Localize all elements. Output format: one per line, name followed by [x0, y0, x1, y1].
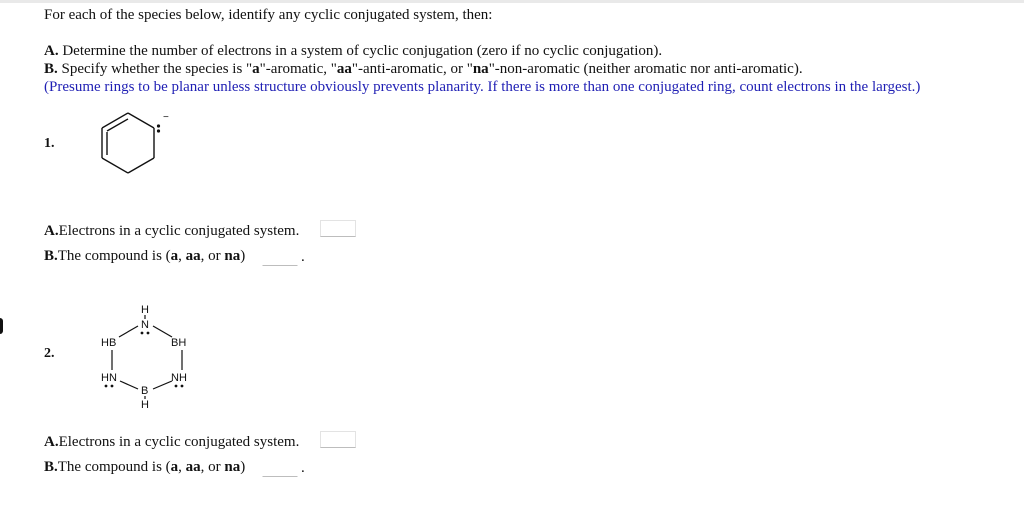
- instruction-b-mid2: "-anti-aromatic, or ": [351, 61, 473, 77]
- bond: [119, 326, 138, 337]
- question-2-period: .: [301, 460, 305, 476]
- question-1-electrons-input[interactable]: [320, 220, 356, 237]
- top-border: [0, 0, 1024, 3]
- part-b-label: B.: [44, 459, 58, 475]
- question-1-aromaticity-input[interactable]: [262, 249, 298, 266]
- lone-pair-dot: [105, 385, 108, 388]
- separator: , or: [200, 248, 225, 264]
- part-a-label: A.: [44, 223, 59, 239]
- question-1-part-a: [44, 222, 299, 240]
- question-2-electrons-input[interactable]: [320, 431, 356, 448]
- option-aa: aa: [185, 459, 201, 475]
- question-1-number: 1.: [44, 136, 55, 151]
- question-2-part-a: [44, 433, 299, 451]
- atom-bh-right: BH: [171, 337, 187, 349]
- option-na: na: [224, 459, 241, 475]
- bond: [102, 158, 128, 173]
- option-aa: aa: [336, 61, 352, 77]
- atom-hn-left: HN: [101, 372, 117, 384]
- close-paren: ): [240, 459, 246, 475]
- instruction-b-mid1: "-aromatic, ": [259, 61, 337, 77]
- double-bond: [107, 119, 128, 131]
- part-b-text: The compound is (: [57, 248, 171, 264]
- option-a: a: [170, 459, 179, 475]
- bond: [128, 113, 154, 128]
- question-2-part-b: [44, 458, 245, 476]
- instruction-b-pre: Specify whether the species is ": [57, 61, 253, 77]
- part-a-text: Electrons in a cyclic conjugated system.: [58, 434, 300, 450]
- lone-pair-dot: [157, 129, 160, 132]
- planarity-note: (Presume rings to be planar unless structure obviously prevents planarity. If there is more than one conjugated ring, count electrons in the largest.): [44, 79, 921, 95]
- atom-b-bottom: B: [141, 385, 149, 397]
- instruction-a-text: Determine the number of electrons in a system of cyclic conjugation (zero if no cyclic conjugation).: [58, 43, 663, 59]
- question-1-part-b: [44, 247, 245, 265]
- negative-charge: −: [163, 112, 169, 123]
- part-a-label: A.: [44, 434, 59, 450]
- instruction-b-post: "-non-aromatic (neither aromatic nor anti-aromatic).: [488, 61, 803, 77]
- scrollbar-edge[interactable]: [0, 318, 3, 334]
- part-a-text: Electrons in a cyclic conjugated system.: [58, 223, 300, 239]
- option-a: a: [252, 61, 260, 77]
- question-1-period: .: [301, 249, 305, 265]
- ring-bonds: [102, 113, 154, 173]
- bond: [153, 326, 172, 337]
- option-na: na: [472, 61, 489, 77]
- atom-hb-left: HB: [101, 337, 117, 349]
- lone-pair-dot: [111, 385, 114, 388]
- part-b-label: B.: [44, 248, 58, 264]
- lone-pair-dot: [157, 124, 160, 127]
- bond: [120, 381, 138, 389]
- bond: [128, 158, 154, 173]
- question-2-number: 2.: [44, 346, 55, 361]
- lone-pair-dot: [181, 385, 184, 388]
- separator: ,: [178, 459, 186, 475]
- separator: , or: [200, 459, 225, 475]
- atom-h-bottom: H: [141, 399, 149, 411]
- close-paren: ): [240, 248, 246, 264]
- atom-h-top: H: [141, 304, 149, 316]
- instruction-a: [44, 42, 662, 60]
- atom-n-top: N: [141, 319, 149, 331]
- structure-2-borazine: [92, 300, 202, 415]
- atom-nh-right: NH: [171, 372, 187, 384]
- separator: ,: [178, 248, 186, 264]
- option-a: a: [170, 248, 179, 264]
- structure-1-cyclohexadienyl-anion: [90, 105, 180, 195]
- instruction-b-label: B.: [44, 61, 58, 77]
- bond: [153, 381, 172, 389]
- option-aa: aa: [185, 248, 201, 264]
- intro-text: For each of the species below, identify any cyclic conjugated system, then:: [44, 7, 493, 23]
- lone-pair-dot: [147, 332, 150, 335]
- question-2-aromaticity-input[interactable]: [262, 460, 298, 477]
- instruction-b: [44, 60, 803, 78]
- part-b-text: The compound is (: [57, 459, 171, 475]
- option-na: na: [224, 248, 241, 264]
- instruction-a-label: A.: [44, 43, 59, 59]
- lone-pair-dot: [141, 332, 144, 335]
- lone-pair-dot: [175, 385, 178, 388]
